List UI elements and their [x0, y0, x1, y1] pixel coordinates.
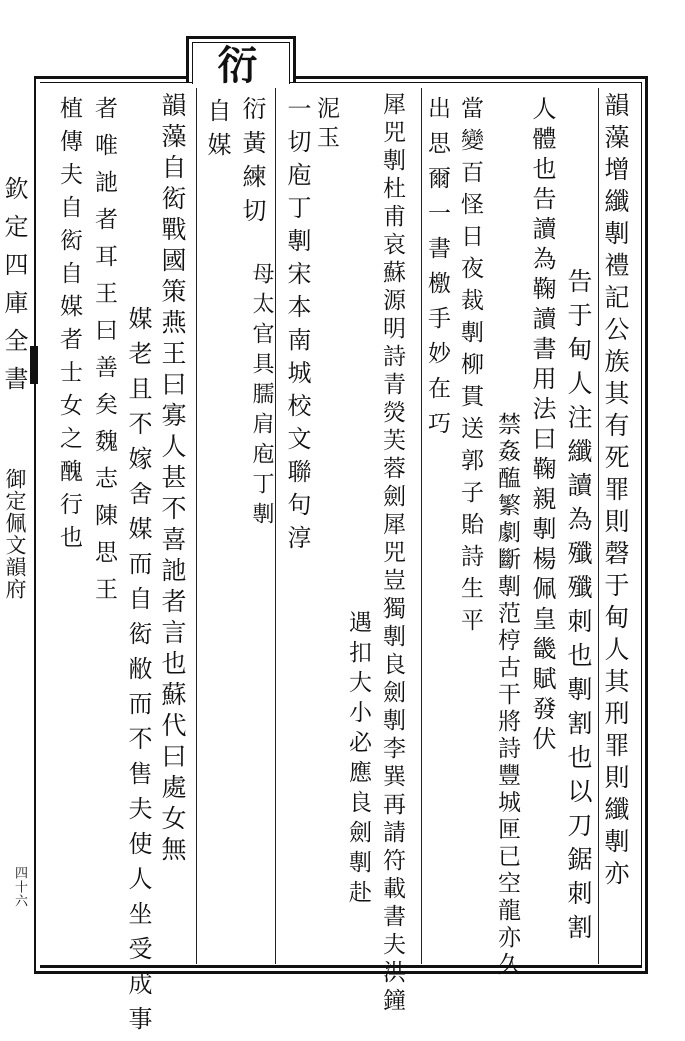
- text-column: 犀兕剸杜甫哀蘇源明詩青熒芙蓉劍犀兕豈獨剸良劍剸李巽再請符載書夫洪鐘: [379, 92, 405, 1016]
- text-column: 衍黃練切: [238, 96, 266, 232]
- text-column: 遇扣大小必應良劍剸赴: [345, 610, 371, 910]
- column-rule: [275, 88, 276, 964]
- column-rule: [598, 88, 599, 964]
- gutter-text: 欽定四庫全書: [0, 176, 28, 404]
- text-column: 母太官具臑肩庖丁剸: [249, 262, 274, 532]
- text-column: 人體也告讀為鞠讀書用法曰鞠親剸楊佩皇畿賦發伏: [528, 96, 556, 756]
- text-column: 當變百怪日夜裁剸柳貫送郭子貽詩生平: [457, 96, 483, 640]
- text-column: 泥玉: [313, 96, 339, 154]
- text-column: 植傳夫自衒自媒者士女之醜行也: [56, 96, 82, 558]
- column-rule: [196, 88, 197, 964]
- page-gutter: [0, 76, 36, 974]
- text-column: 告于甸人注纖讀為殲殲刺也剸割也以刀鋸刺割: [564, 268, 593, 948]
- text-column: 自媒: [203, 98, 231, 166]
- page-number: 四十六: [12, 866, 27, 908]
- text-column: 韻藻增纖剸禮記公族其有死罪則磬于甸人其刑罪則纖剸亦: [601, 92, 630, 892]
- text-column: 媒老且不嫁舍媒而自衒敝而不售夫使人坐受成事: [124, 306, 152, 1041]
- column-rule: [421, 88, 422, 964]
- text-column: 者唯訑者耳王曰善矣魏志陳思王: [91, 96, 117, 614]
- text-column: 韻藻自衒戰國策燕王曰寡人甚不喜訑者言也蘇代曰處女無: [158, 92, 187, 867]
- rhyme-tab-char: 衍: [211, 44, 258, 84]
- text-column: 禁姦醢繁劇斷剸范梈古干將詩豐城匣已空龍亦久: [494, 412, 520, 979]
- text-column: 一切庖丁剸宋本南城校文聯句淳: [283, 96, 311, 558]
- book-title: 御定佩文韻府: [3, 468, 27, 600]
- text-column: 出思爾一書檄手妙在巧: [424, 96, 450, 446]
